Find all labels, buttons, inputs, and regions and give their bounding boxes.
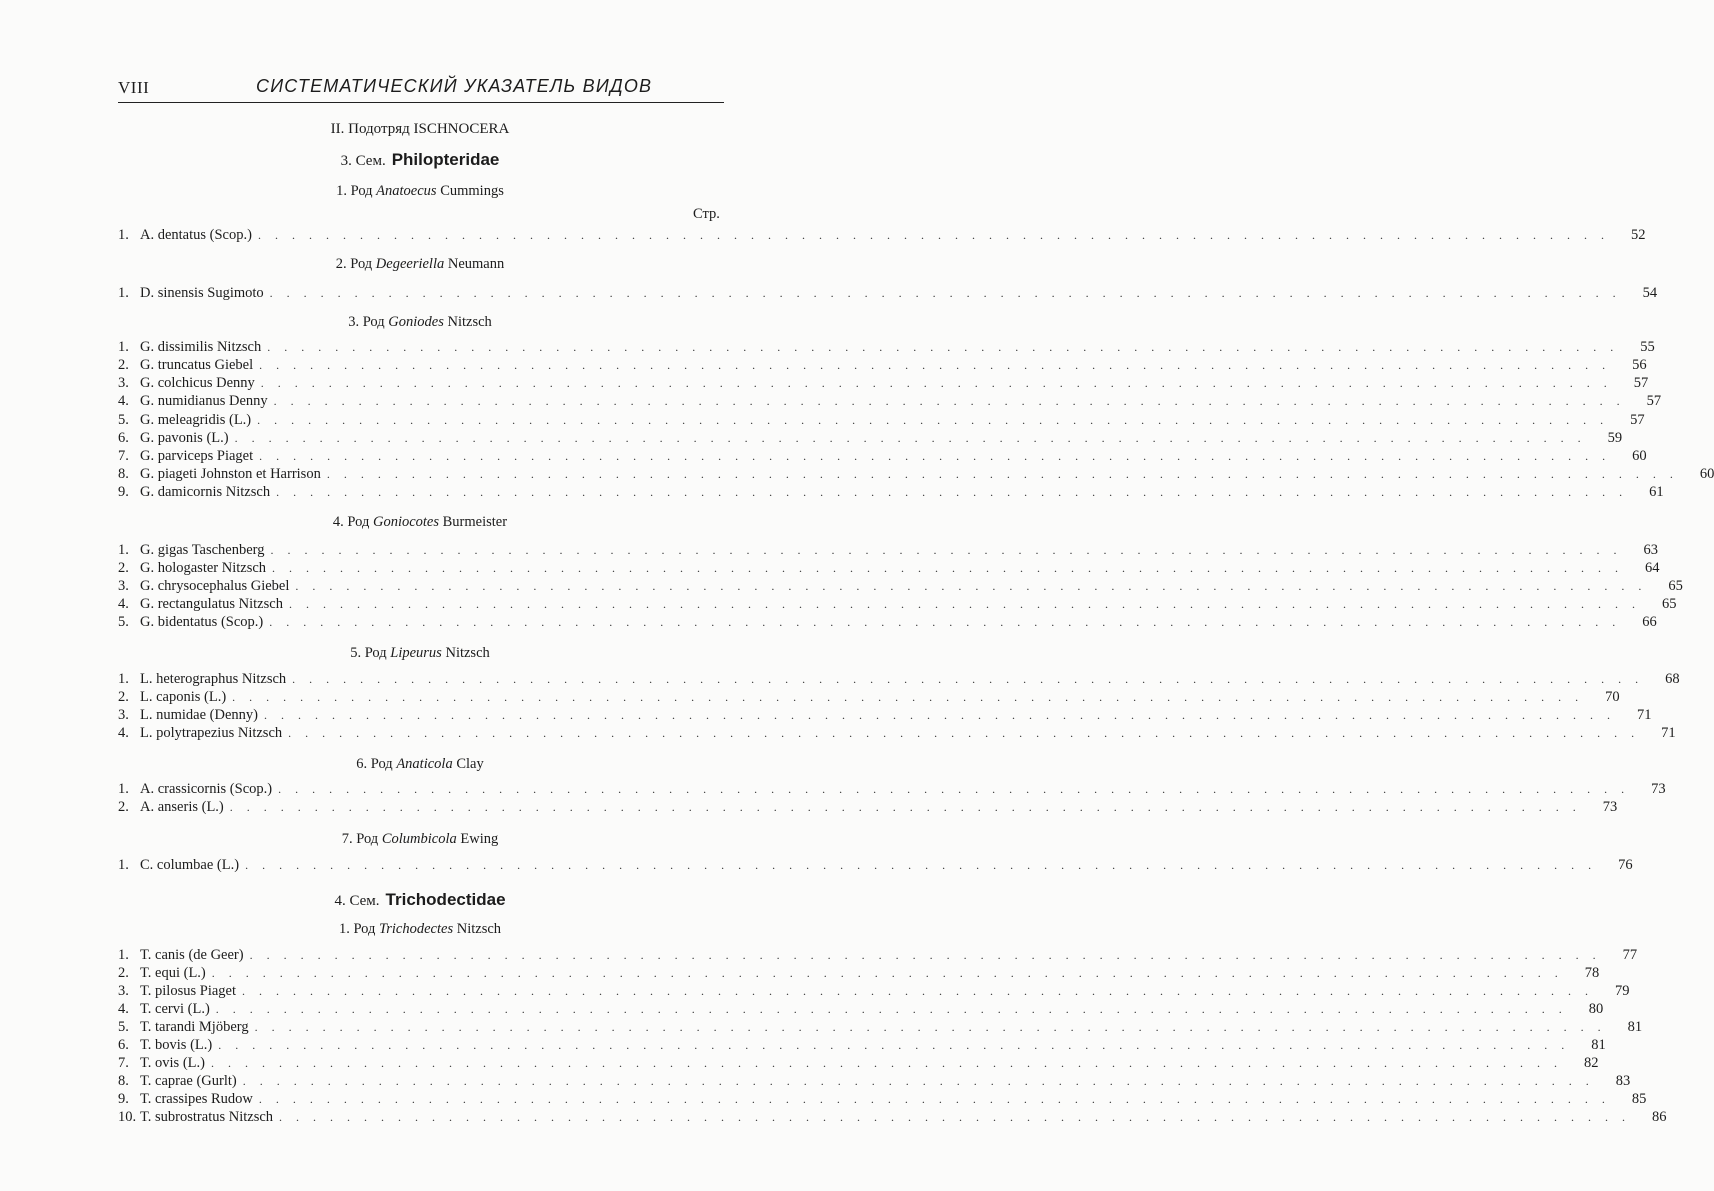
index-entry: [118, 798, 1618, 816]
species-name: G. gigas Taschenberg: [140, 542, 265, 558]
genus-prefix: 1. Род: [336, 183, 373, 199]
species-name: T. crassipes Rudow: [140, 1091, 253, 1107]
index-entry: [118, 856, 1633, 874]
genus-name: Anaticola: [396, 756, 453, 772]
family-name: Philopteridae: [391, 150, 500, 169]
leader-dots: . . . . . . . . . . . . . . . . . . . . . . . . . . . . . . . . . . . . . . . . . . . . . . . . . . . . . . . . . . . . . . . . . . . . . . . . . . . . . . . .: [242, 984, 1594, 998]
index-entry: [118, 541, 1658, 559]
species-name: G. truncatus Giebel: [140, 357, 254, 373]
species-name: L. polytrapezius Nitzsch: [140, 725, 283, 741]
page-ref: 60: [1632, 448, 1647, 464]
page-ref: 73: [1651, 781, 1666, 797]
entry-number: 5.: [118, 1019, 129, 1035]
page-ref: 80: [1588, 1001, 1604, 1017]
leader-dots: . . . . . . . . . . . . . . . . . . . . . . . . . . . . . . . . . . . . . . . . . . . . . . . . . . . . . . . . . . . . . . . . . . . . . . . . . . . . . . . .: [263, 708, 1616, 722]
species-name: G. parviceps Piaget: [140, 448, 254, 464]
index-entry: [118, 356, 1647, 374]
page-ref: 81: [1591, 1037, 1606, 1053]
page-ref: 55: [1640, 339, 1655, 355]
page-ref: 61: [1649, 484, 1664, 500]
page-ref: 76: [1618, 857, 1633, 873]
genus-name: Lipeurus: [390, 645, 442, 661]
entry-number: 4.: [118, 596, 129, 612]
leader-dots: . . . . . . . . . . . . . . . . . . . . . . . . . . . . . . . . . . . . . . . . . . . . . . . . . . . . . . . . . . . . . . . . . . . . . . . . . . . . . . . .: [254, 1020, 1607, 1034]
genus-heading: [0, 645, 840, 662]
entry-number: 1.: [118, 781, 129, 797]
family-prefix: 3. Сем.: [340, 153, 386, 169]
entry-number: 1.: [118, 339, 129, 355]
genus-heading: [0, 514, 840, 531]
species-name: G. numidianus Denny: [140, 393, 268, 409]
genus-heading: [0, 921, 840, 938]
index-entry: [118, 724, 1676, 742]
entry-number: 4.: [118, 393, 129, 409]
leader-dots: . . . . . . . . . . . . . . . . . . . . . . . . . . . . . . . . . . . . . . . . . . . . . . . . . . . . . . . . . . . . . . . . . . . . . . . . . . . . . . . .: [278, 782, 1630, 796]
genus-prefix: 4. Род: [332, 514, 370, 530]
page-ref: 78: [1584, 965, 1600, 981]
index-entry: [118, 1018, 1643, 1036]
leader-dots: . . . . . . . . . . . . . . . . . . . . . . . . . . . . . . . . . . . . . . . . . . . . . . . . . . . . . . . . . . . . . . . . . . . . . . . . . . . . . . . .: [258, 1092, 1611, 1106]
leader-dots: . . . . . . . . . . . . . . . . . . . . . . . . . . . . . . . . . . . . . . . . . . . . . . . . . . . . . . . . . . . . . . . . . . . . . . . . . . . . . . . .: [257, 413, 1609, 427]
leader-dots: . . . . . . . . . . . . . . . . . . . . . . . . . . . . . . . . . . . . . . . . . . . . . . . . . . . . . . . . . . . . . . . . . . . . . . . . . . . . . . . .: [269, 615, 1621, 629]
leader-dots: . . . . . . . . . . . . . . . . . . . . . . . . . . . . . . . . . . . . . . . . . . . . . . . . . . . . . . . . . . . . . . . . . . . . . . . . . . . . . . . .: [257, 228, 1610, 242]
page-ref: 83: [1615, 1073, 1631, 1089]
leader-dots: . . . . . . . . . . . . . . . . . . . . . . . . . . . . . . . . . . . . . . . . . . . . . . . . . . . . . . . . . . . . . . . . . . . . . . . . . . . . . . . .: [270, 543, 1622, 557]
entry-number: 3.: [118, 375, 129, 391]
entry-number: 1.: [118, 285, 129, 301]
leader-dots: . . . . . . . . . . . . . . . . . . . . . . . . . . . . . . . . . . . . . . . . . . . . . . . . . . . . . . . . . . . . . . . . . . . . . . . . . . . . . . . .: [279, 1110, 1631, 1124]
genus-author: Nitzsch: [456, 921, 502, 937]
entry-number: 1.: [118, 227, 129, 243]
genus-name: Columbicola: [381, 831, 457, 847]
entry-number: 2.: [118, 560, 129, 576]
genus-author: Burmeister: [442, 514, 508, 530]
species-name: G. damicornis Nitzsch: [140, 484, 271, 500]
species-name: C. columbae (L.): [140, 857, 240, 873]
running-header: [118, 76, 724, 103]
index-entry: [118, 1072, 1631, 1090]
species-name: G. rectangulatus Nitzsch: [140, 596, 283, 612]
page-ref: 65: [1661, 596, 1677, 612]
page-ref: 70: [1605, 689, 1620, 705]
genus-prefix: 2. Род: [335, 256, 373, 272]
index-entry: [118, 226, 1646, 244]
species-name: T. tarandi Mjöberg: [140, 1019, 249, 1035]
index-entry: [118, 374, 1649, 392]
genus-prefix: 7. Род: [341, 831, 379, 847]
index-entry: [118, 946, 1638, 964]
page-ref: 66: [1642, 614, 1657, 630]
page-ref: 82: [1583, 1055, 1599, 1071]
entry-number: 1.: [118, 671, 129, 687]
genus-heading: [0, 314, 840, 331]
index-entry: [118, 595, 1677, 613]
genus-name: Anatoecus: [376, 183, 437, 199]
leader-dots: . . . . . . . . . . . . . . . . . . . . . . . . . . . . . . . . . . . . . . . . . . . . . . . . . . . . . . . . . . . . . . . . . . . . . . . . . . . . . . . .: [288, 726, 1640, 740]
leader-dots: . . . . . . . . . . . . . . . . . . . . . . . . . . . . . . . . . . . . . . . . . . . . . . . . . . . . . . . . . . . . . . . . . . . . . . . . . . . . . . . .: [211, 966, 1564, 980]
leader-dots: . . . . . . . . . . . . . . . . . . . . . . . . . . . . . . . . . . . . . . . . . . . . . . . . . . . . . . . . . . . . . . . . . . . . . . . . . . . . . . . .: [326, 467, 1679, 481]
family-name: Trichodectidae: [385, 890, 506, 909]
page-ref: 71: [1661, 725, 1676, 741]
page-ref: 57: [1630, 412, 1645, 428]
genus-prefix: 1. Род: [338, 921, 376, 937]
species-name: T. cervi (L.): [140, 1001, 210, 1017]
index-entry: [118, 964, 1600, 982]
leader-dots: . . . . . . . . . . . . . . . . . . . . . . . . . . . . . . . . . . . . . . . . . . . . . . . . . . . . . . . . . . . . . . . . . . . . . . . . . . . . . . . .: [242, 1074, 1595, 1088]
entry-number: 9.: [118, 1091, 129, 1107]
index-entry: [118, 706, 1652, 724]
species-name: D. sinensis Sugimoto: [140, 285, 264, 301]
index-entry: [118, 392, 1662, 410]
index-entry: [118, 284, 1658, 302]
leader-dots: . . . . . . . . . . . . . . . . . . . . . . . . . . . . . . . . . . . . . . . . . . . . . . . . . . . . . . . . . . . . . . . . . . . . . . . . . . . . . . . .: [234, 431, 1587, 445]
leader-dots: . . . . . . . . . . . . . . . . . . . . . . . . . . . . . . . . . . . . . . . . . . . . . . . . . . . . . . . . . . . . . . . . . . . . . . . . . . . . . . . .: [249, 948, 1602, 962]
genus-heading: [0, 831, 840, 848]
species-name: L. numidae (Denny): [140, 707, 258, 723]
leader-dots: . . . . . . . . . . . . . . . . . . . . . . . . . . . . . . . . . . . . . . . . . . . . . . . . . . . . . . . . . . . . . . . . . . . . . . . . . . . . . . . .: [210, 1056, 1563, 1070]
leader-dots: . . . . . . . . . . . . . . . . . . . . . . . . . . . . . . . . . . . . . . . . . . . . . . . . . . . . . . . . . . . . . . . . . . . . . . . . . . . . . . . .: [218, 1038, 1570, 1052]
leader-dots: . . . . . . . . . . . . . . . . . . . . . . . . . . . . . . . . . . . . . . . . . . . . . . . . . . . . . . . . . . . . . . . . . . . . . . . . . . . . . . . .: [267, 340, 1619, 354]
suborder-heading: II. Подотряд ISCHNOCERA: [330, 121, 510, 137]
page-ref: 54: [1642, 285, 1658, 301]
index-entry: [118, 613, 1657, 631]
index-entry: [118, 1054, 1599, 1072]
species-name: T. bovis (L.): [140, 1037, 213, 1053]
page-ref: 77: [1622, 947, 1638, 963]
page-ref: 57: [1633, 375, 1649, 391]
species-name: T. pilosus Piaget: [140, 983, 236, 999]
genus-heading: [0, 183, 840, 200]
leader-dots: . . . . . . . . . . . . . . . . . . . . . . . . . . . . . . . . . . . . . . . . . . . . . . . . . . . . . . . . . . . . . . . . . . . . . . . . . . . . . . . .: [273, 394, 1626, 408]
entry-number: 2.: [118, 799, 129, 815]
leader-dots: . . . . . . . . . . . . . . . . . . . . . . . . . . . . . . . . . . . . . . . . . . . . . . . . . . . . . . . . . . . . . . . . . . . . . . . . . . . . . . . .: [269, 286, 1622, 300]
index-entry: [118, 1036, 1606, 1054]
species-name: T. equi (L.): [140, 965, 206, 981]
leader-dots: . . . . . . . . . . . . . . . . . . . . . . . . . . . . . . . . . . . . . . . . . . . . . . . . . . . . . . . . . . . . . . . . . . . . . . . . . . . . . . . .: [259, 449, 1611, 463]
genus-name: Goniodes: [388, 314, 444, 330]
page-ref: 71: [1636, 707, 1652, 723]
species-name: G. meleagridis (L.): [140, 412, 252, 428]
index-entry: [118, 429, 1623, 447]
page-ref: 64: [1645, 560, 1660, 576]
entry-number: 4.: [118, 1001, 129, 1017]
page-number: VIII: [118, 78, 150, 97]
species-name: A. crassicornis (Scop.): [140, 781, 273, 797]
family-heading: [0, 150, 840, 170]
entry-number: 9.: [118, 484, 129, 500]
entry-number: 1.: [118, 947, 129, 963]
entry-number: 7.: [118, 448, 129, 464]
leader-dots: . . . . . . . . . . . . . . . . . . . . . . . . . . . . . . . . . . . . . . . . . . . . . . . . . . . . . . . . . . . . . . . . . . . . . . . . . . . . . . . .: [259, 358, 1611, 372]
leader-dots: . . . . . . . . . . . . . . . . . . . . . . . . . . . . . . . . . . . . . . . . . . . . . . . . . . . . . . . . . . . . . . . . . . . . . . . . . . . . . . . .: [276, 485, 1628, 499]
page-ref: 65: [1668, 578, 1683, 594]
header-title: СИСТЕМАТИЧЕСКИЙ УКАЗАТЕЛЬ ВИДОВ: [256, 76, 653, 96]
genus-author: Nitzsch: [447, 314, 492, 330]
species-name: G. hologaster Nitzsch: [140, 560, 267, 576]
family-prefix: 4. Сем.: [334, 893, 380, 909]
entry-number: 3.: [118, 707, 129, 723]
page-ref: 60: [1699, 466, 1714, 482]
leader-dots: . . . . . . . . . . . . . . . . . . . . . . . . . . . . . . . . . . . . . . . . . . . . . . . . . . . . . . . . . . . . . . . . . . . . . . . . . . . . . . . .: [215, 1002, 1568, 1016]
species-name: G. colchicus Denny: [140, 375, 255, 391]
species-name: G. bidentatus (Scop.): [140, 614, 264, 630]
leader-dots: . . . . . . . . . . . . . . . . . . . . . . . . . . . . . . . . . . . . . . . . . . . . . . . . . . . . . . . . . . . . . . . . . . . . . . . . . . . . . . . .: [229, 800, 1582, 814]
species-name: G. piageti Johnston et Harrison: [140, 466, 321, 482]
index-entry: [118, 447, 1647, 465]
index-entry: [118, 1000, 1604, 1018]
index-entry: [118, 688, 1620, 706]
page-ref: 63: [1643, 542, 1658, 558]
index-entry: [118, 559, 1660, 577]
entry-number: 6.: [118, 430, 129, 446]
index-entry: [118, 1090, 1647, 1108]
index-entry: [118, 411, 1645, 429]
entry-number: 3.: [118, 983, 129, 999]
entry-number: 8.: [118, 466, 129, 482]
entry-number: 2.: [118, 689, 129, 705]
species-name: G. chrysocephalus Giebel: [140, 578, 290, 594]
page-ref: 59: [1607, 430, 1623, 446]
species-name: L. heterographus Nitzsch: [140, 671, 287, 687]
genus-prefix: 6. Род: [356, 756, 393, 772]
page-ref: 52: [1630, 227, 1646, 243]
leader-dots: . . . . . . . . . . . . . . . . . . . . . . . . . . . . . . . . . . . . . . . . . . . . . . . . . . . . . . . . . . . . . . . . . . . . . . . . . . . . . . . .: [272, 561, 1624, 575]
genus-author: Cummings: [440, 183, 504, 199]
index-entry: [118, 465, 1714, 483]
entry-number: 8.: [118, 1073, 129, 1089]
index-entry: [118, 577, 1683, 595]
genus-name: Degeeriella: [375, 256, 445, 272]
species-name: T. ovis (L.): [140, 1055, 205, 1071]
genus-heading: [0, 756, 840, 773]
species-name: G. pavonis (L.): [140, 430, 229, 446]
species-name: G. dissimilis Nitzsch: [140, 339, 262, 355]
entry-number: 1.: [118, 542, 129, 558]
leader-dots: . . . . . . . . . . . . . . . . . . . . . . . . . . . . . . . . . . . . . . . . . . . . . . . . . . . . . . . . . . . . . . . . . . . . . . . . . . . . . . . .: [288, 597, 1641, 611]
index-entry: [118, 483, 1664, 501]
genus-name: Goniocotes: [372, 514, 440, 530]
genus-prefix: 3. Род: [348, 314, 385, 330]
entry-number: 5.: [118, 412, 129, 428]
page-ref: 86: [1652, 1109, 1667, 1125]
genus-author: Ewing: [460, 831, 499, 847]
page-ref: 85: [1631, 1091, 1647, 1107]
family-heading: [0, 890, 840, 910]
leader-dots: . . . . . . . . . . . . . . . . . . . . . . . . . . . . . . . . . . . . . . . . . . . . . . . . . . . . . . . . . . . . . . . . . . . . . . . . . . . . . . . .: [232, 690, 1584, 704]
entry-number: 1.: [118, 857, 129, 873]
leader-dots: . . . . . . . . . . . . . . . . . . . . . . . . . . . . . . . . . . . . . . . . . . . . . . . . . . . . . . . . . . . . . . . . . . . . . . . . . . . . . . . .: [295, 579, 1647, 593]
index-entry: [118, 338, 1655, 356]
genus-author: Nitzsch: [445, 645, 490, 661]
species-name: T. canis (de Geer): [140, 947, 244, 963]
genus-name: Trichodectes: [379, 921, 454, 937]
entry-number: 2.: [118, 357, 129, 373]
species-name: T. caprae (Gurlt): [140, 1073, 237, 1089]
page-column-label: Стр.: [693, 206, 720, 222]
species-name: L. caponis (L.): [140, 689, 227, 705]
page-ref: 73: [1602, 799, 1618, 815]
entry-number: 5.: [118, 614, 129, 630]
index-entry: [118, 670, 1680, 688]
page-ref: 81: [1627, 1019, 1643, 1035]
entry-number: 7.: [118, 1055, 129, 1071]
species-name: T. subrostratus Nitzsch: [140, 1109, 274, 1125]
page-ref: 79: [1615, 983, 1630, 999]
entry-number: 6.: [118, 1037, 129, 1053]
page-ref: 57: [1646, 393, 1662, 409]
genus-prefix: 5. Род: [350, 645, 387, 661]
index-entry: [118, 1108, 1667, 1126]
leader-dots: . . . . . . . . . . . . . . . . . . . . . . . . . . . . . . . . . . . . . . . . . . . . . . . . . . . . . . . . . . . . . . . . . . . . . . . . . . . . . . . .: [292, 672, 1644, 686]
entry-number: 3.: [118, 578, 129, 594]
species-name: A. dentatus (Scop.): [140, 227, 252, 243]
leader-dots: . . . . . . . . . . . . . . . . . . . . . . . . . . . . . . . . . . . . . . . . . . . . . . . . . . . . . . . . . . . . . . . . . . . . . . . . . . . . . . . .: [260, 376, 1613, 390]
entry-number: 10.: [118, 1109, 137, 1125]
genus-author: Clay: [456, 756, 484, 772]
index-entry: [118, 982, 1630, 1000]
page-ref: 68: [1665, 671, 1680, 687]
entry-number: 2.: [118, 965, 129, 981]
index-entry: [118, 780, 1666, 798]
genus-heading: [0, 256, 840, 273]
genus-author: Neumann: [447, 256, 505, 272]
leader-dots: . . . . . . . . . . . . . . . . . . . . . . . . . . . . . . . . . . . . . . . . . . . . . . . . . . . . . . . . . . . . . . . . . . . . . . . . . . . . . . . .: [245, 858, 1597, 872]
species-name: A. anseris (L.): [140, 799, 224, 815]
entry-number: 4.: [118, 725, 129, 741]
page-ref: 56: [1632, 357, 1647, 373]
